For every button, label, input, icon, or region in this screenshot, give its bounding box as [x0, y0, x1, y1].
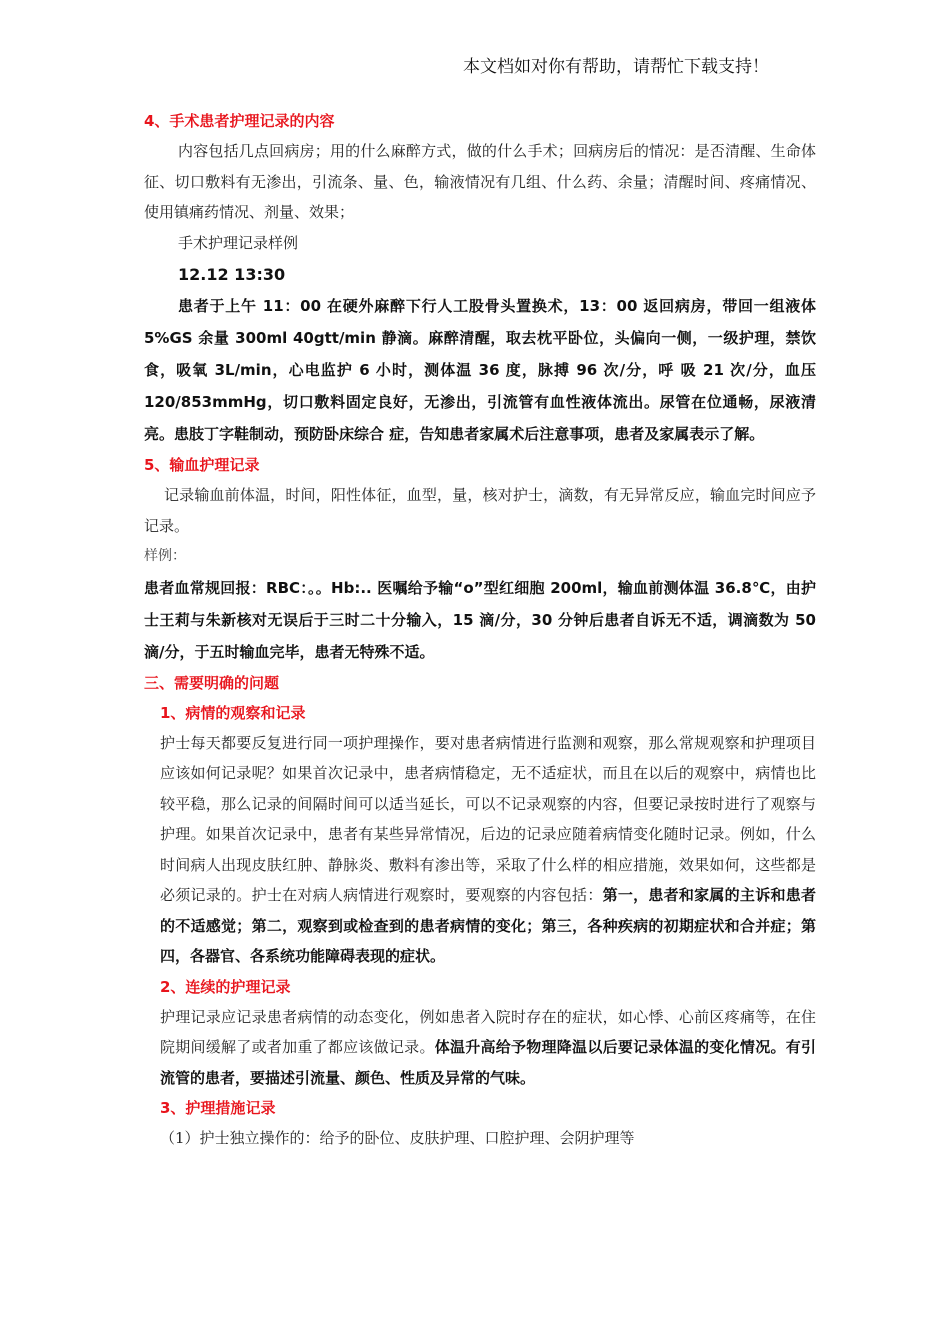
paragraph-continuous-record: [144, 1002, 816, 1094]
surgery-sample-time: 12.12 13:30: [178, 265, 286, 284]
section-heading-issues: 三、需要明确的问题: [144, 673, 280, 692]
paragraph-observation-record: [144, 728, 816, 972]
transfusion-sample-label: 样例：: [144, 548, 186, 564]
surgery-sample-label: 手术护理记录样例: [178, 233, 299, 252]
section-heading-transfusion-record: 5、输血护理记录: [144, 456, 260, 474]
list-item-independent-ops: （1）护士独立操作的：给予的卧位、皮肤护理、口腔护理、会阴护理等: [160, 1129, 635, 1147]
continuous-bold-text: 体温升高给予物理降温以后要记录体温的变化情况。有引流管的患者，要描述引流量、颜色、性质及异常的气味。: [160, 1038, 816, 1087]
paragraph-transfusion-content: 记录输血前体温，时间，阳性体征，血型，量，核对护士，滴数，有无异常反应，输血完时间应予记录。: [144, 486, 816, 535]
paragraph-transfusion-sample: 患者血常规回报：RBC：。。Hb:.. 医嘱给予输“o”型红细胞 200ml，输血前测体温 36.8℃，由护士王莉与朱新核对无误后于三时二十分输入，15 滴/分，30 分钟后患者自诉无不适，调滴数为 50 滴/分，于五时输血完毕，患者无特殊不适。: [144, 578, 816, 661]
paragraph-surgery-sample: 患者于上午 11：00 在硬外麻醉下行人工股骨头置换术，13：00 返回病房，带回一组液体 5%GS 余量 300ml 40gtt/min 静滴。麻醉清醒，取去枕平卧位，头偏向一侧，一级护理，禁饮食，吸氧 3L/min，心电监护 6 小时，测体温 36 度，脉搏 96 次/分，呼 吸 21 次/分，血压 120/853mmHg，切口敷料固定良好，无渗出，引流管有血性液体流出。尿管在位通畅，尿液清亮。患肢丁字鞋制动，预防卧床综合 症，告知患者家属术后注意事项，患者及家属表示了解。: [144, 297, 816, 443]
subheading-continuous-record: 2、连续的护理记录: [160, 977, 291, 996]
subheading-measures-record: 3、护理措施记录: [160, 1099, 276, 1117]
download-support-note: 本文档如对你有帮助，请帮忙下载支持！: [463, 57, 769, 77]
continuous-text: 护理记录应记录患者病情的动态变化，例如患者入院时存在的症状，如心悸、心前区疼痛等，在住院期间缓解了或者加重了都应该做记录。: [160, 1007, 816, 1056]
document-body: [144, 106, 816, 1154]
subheading-observation-record: 1、病情的观察和记录: [160, 703, 306, 722]
observation-text: 护士每天都要反复进行同一项护理操作，要对患者病情进行监测和观察，那么常规观察和护理项目应该如何记录呢？如果首次记录中，患者病情稳定，无不适症状，而且在以后的观察中，病情也比较平稳，那么记录的间隔时间可以适当延长，可以不记录观察的内容，但要记录按时进行了观察与护理。如果首次记录中，患者有某些异常情况，后边的记录应随着病情变化随时记录。例如，什么时间病人出现皮肤红肿、静脉炎、敷料有渗出等，采取了什么样的相应措施，效果如何，这些都是必须记录的。护士在对病人病情进行观察时，要观察的内容包括：: [160, 733, 816, 904]
observation-bold-text: 第一，患者和家属的主诉和患者的不适感觉；第二，观察到或检查到的患者病情的变化；第三，各种疾病的初期症状和合并症；第四，各器官、各系统功能障碍表现的症状。: [160, 886, 816, 965]
section-heading-surgery-record: 4、手术患者护理记录的内容: [144, 112, 335, 130]
paragraph-surgery-record-content: 内容包括几点回病房；用的什么麻醉方式，做的什么手术；回病房后的情况：是否清醒、生命体征、切口敷料有无渗出，引流条、量、色，输液情况有几组、什么药、余量；清醒时间、疼痛情况、使用镇痛药情况、剂量、效果；: [144, 142, 816, 221]
